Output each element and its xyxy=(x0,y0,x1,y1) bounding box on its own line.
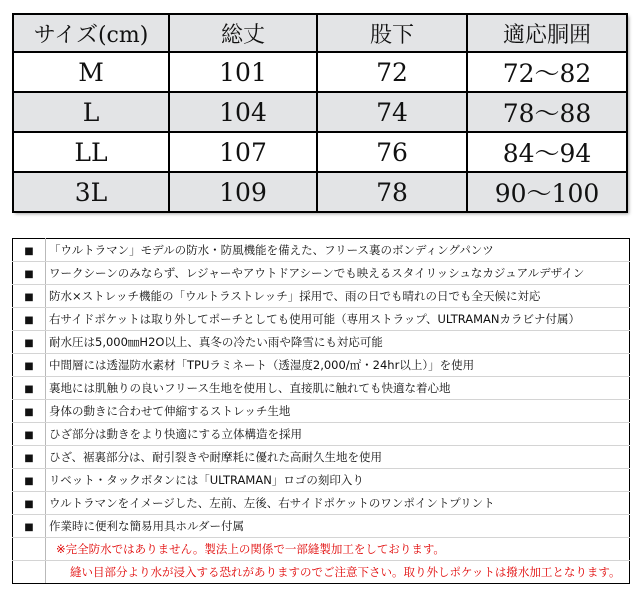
cell-total-length: 109 xyxy=(169,172,317,212)
list-item xyxy=(13,285,630,308)
bullet-icon: ■ xyxy=(24,522,34,533)
size-chart xyxy=(12,13,626,211)
cell-waist-range: 84～94 xyxy=(467,132,627,172)
list-item xyxy=(13,469,630,492)
bullet-icon: ■ xyxy=(24,499,34,510)
table-row xyxy=(13,92,627,132)
size-table xyxy=(12,13,628,213)
cell-total-length: 101 xyxy=(169,52,317,92)
feature-text: ワークシーンのみならず、レジャーやアウトドアシーンでも映えるスタイリッシュなカジュアルデザイン xyxy=(46,262,630,285)
feature-text: 耐水圧は5,000㎜H2O以上、真冬の冷たい雨や降雪にも対応可能 xyxy=(46,331,630,354)
bullet-icon: ■ xyxy=(24,476,34,487)
bullet-icon: ■ xyxy=(24,407,34,418)
list-item xyxy=(13,377,630,400)
list-item xyxy=(13,446,630,469)
cell-size: 3L xyxy=(13,172,169,212)
header-total-length: 総丈 xyxy=(169,14,317,52)
header-size: サイズ(cm) xyxy=(13,14,169,52)
feature-text: 作業時に便利な簡易用具ホルダー付属 xyxy=(46,515,630,538)
cell-inseam: 78 xyxy=(317,172,467,212)
note-row xyxy=(13,561,630,584)
bullet-icon: ■ xyxy=(24,269,34,280)
feature-text: ひざ、裾裏部分は、耐引裂きや耐摩耗に優れた高耐久生地を使用 xyxy=(46,446,630,469)
feature-text: 身体の動きに合わせて伸縮するストレッチ生地 xyxy=(46,400,630,423)
cell-size: L xyxy=(13,92,169,132)
list-item xyxy=(13,515,630,538)
bullet-icon: ■ xyxy=(24,430,34,441)
cell-total-length: 107 xyxy=(169,132,317,172)
feature-text: 右サイドポケットは取り外してポーチとしても使用可能（専用ストラップ、ULTRAMANカラビナ付属） xyxy=(46,308,630,331)
feature-list xyxy=(12,238,630,584)
list-item xyxy=(13,239,630,262)
list-item xyxy=(13,331,630,354)
list-item xyxy=(13,423,630,446)
size-table-header-row xyxy=(13,14,627,52)
note-spacer xyxy=(13,538,46,561)
list-item xyxy=(13,354,630,377)
cell-inseam: 72 xyxy=(317,52,467,92)
header-inseam: 股下 xyxy=(317,14,467,52)
feature-text: 中間層には透湿防水素材「TPUラミネート（透湿度2,000/㎡・24hr以上）」を使用 xyxy=(46,354,630,377)
bullet-icon: ■ xyxy=(24,338,34,349)
bullet-icon: ■ xyxy=(24,384,34,395)
bullet-icon: ■ xyxy=(24,315,34,326)
note-text: ※完全防水ではありません。製法上の関係で一部縫製加工をしております。 xyxy=(46,538,630,561)
feature-text: ひざ部分は動きをより快適にする立体構造を採用 xyxy=(46,423,630,446)
bullet-icon: ■ xyxy=(24,292,34,303)
note-spacer xyxy=(13,561,46,584)
list-item xyxy=(13,262,630,285)
feature-text: ウルトラマンをイメージした、左前、左後、右サイドポケットのワンポイントプリント xyxy=(46,492,630,515)
list-item xyxy=(13,492,630,515)
note-row xyxy=(13,538,630,561)
feature-text: 防水×ストレッチ機能の「ウルトラストレッチ」採用で、雨の日でも晴れの日でも全天候に対応 xyxy=(46,285,630,308)
cell-size: LL xyxy=(13,132,169,172)
table-row xyxy=(13,52,627,92)
list-item xyxy=(13,400,630,423)
table-row xyxy=(13,132,627,172)
cell-waist-range: 90～100 xyxy=(467,172,627,212)
header-waist-range: 適応胴囲 xyxy=(467,14,627,52)
cell-total-length: 104 xyxy=(169,92,317,132)
bullet-icon: ■ xyxy=(24,453,34,464)
table-row xyxy=(13,172,627,212)
cell-waist-range: 72～82 xyxy=(467,52,627,92)
cell-inseam: 76 xyxy=(317,132,467,172)
feature-text: リベット・タックボタンには「ULTRAMAN」ロゴの刻印入り xyxy=(46,469,630,492)
cell-inseam: 74 xyxy=(317,92,467,132)
note-text: 縫い目部分より水が浸入する恐れがありますのでご注意下さい。取り外しポケットは撥水加工となります。 xyxy=(46,561,630,584)
bullet-icon: ■ xyxy=(24,361,34,372)
feature-text: 「ウルトラマン」モデルの防水・防風機能を備えた、フリース裏のボンディングパンツ xyxy=(46,239,630,262)
feature-text: 裏地には肌触りの良いフリース生地を使用し、直接肌に触れても快適な着心地 xyxy=(46,377,630,400)
cell-size: M xyxy=(13,52,169,92)
cell-waist-range: 78～88 xyxy=(467,92,627,132)
list-item xyxy=(13,308,630,331)
bullet-icon: ■ xyxy=(24,246,34,257)
